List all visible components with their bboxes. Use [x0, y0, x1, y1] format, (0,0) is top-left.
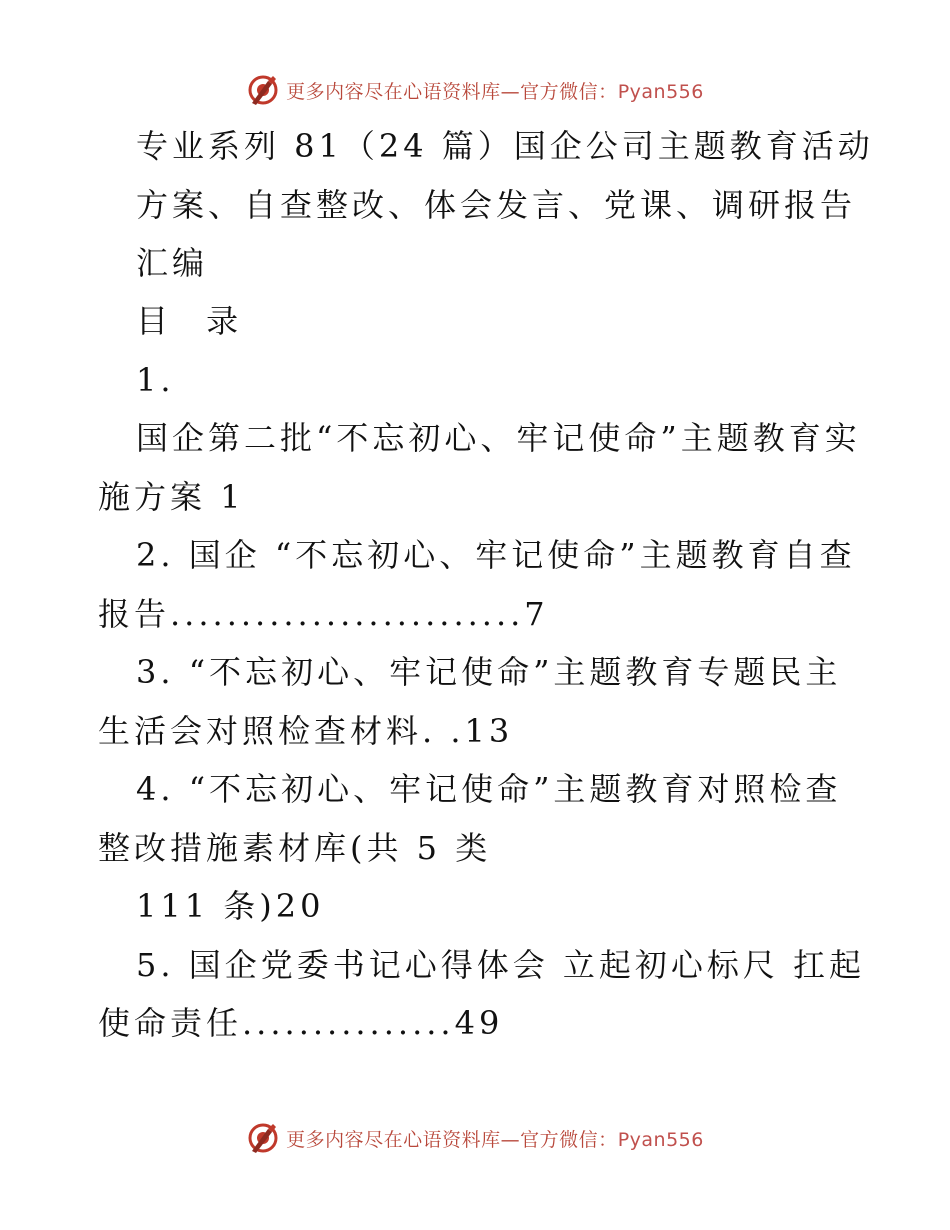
banner-prefix: 更多内容尽在心语资料库 [286, 80, 501, 103]
title-line-1: 专业系列 81（24 篇）国企公司主题教育活动 [136, 127, 874, 165]
banner-label [286, 77, 704, 104]
toc-line: 国企第二批“不忘初心、牢记使命”主题教育实 [136, 419, 861, 457]
pen-circle-logo-icon [246, 73, 280, 107]
banner-handle: Pyan556 [617, 80, 704, 103]
banner-label [286, 1125, 704, 1152]
title-line-2: 方案、自查整改、体会发言、党课、调研报告 [136, 186, 857, 224]
toc-line: 4. “不忘初心、牢记使命”主题教育对照检查 [136, 770, 842, 808]
banner-dash: — [500, 80, 521, 103]
toc-line: 1. [136, 361, 175, 399]
toc-line: 生活会对照检查材料. .13 [98, 712, 514, 750]
banner-official: 官方微信： [520, 80, 618, 103]
banner-prefix: 更多内容尽在心语资料库 [286, 1128, 501, 1151]
toc-heading: 目 录 [136, 302, 253, 340]
toc-line: 使命责任...............49 [98, 1004, 504, 1042]
toc-line: 5. 国企党委书记心得体会 立起初心标尺 扛起 [136, 946, 866, 984]
banner-handle: Pyan556 [617, 1128, 704, 1151]
toc-line: 报告.........................7 [98, 595, 549, 633]
toc-line: 3. “不忘初心、牢记使命”主题教育专题民主 [136, 653, 842, 691]
toc-line: 施方案 1 [98, 478, 245, 516]
banner-official: 官方微信： [520, 1128, 618, 1151]
pen-circle-logo-icon [246, 1121, 280, 1155]
banner-dash: — [500, 1128, 521, 1151]
toc-line: 整改措施素材库(共 5 类 [98, 829, 492, 867]
footer-banner [0, 1116, 950, 1160]
header-banner [0, 68, 950, 112]
toc-line: 2. 国企 “不忘初心、牢记使命”主题教育自查 [136, 536, 856, 574]
toc-line: 111 条)20 [136, 887, 325, 925]
title-line-3: 汇编 [136, 244, 209, 282]
